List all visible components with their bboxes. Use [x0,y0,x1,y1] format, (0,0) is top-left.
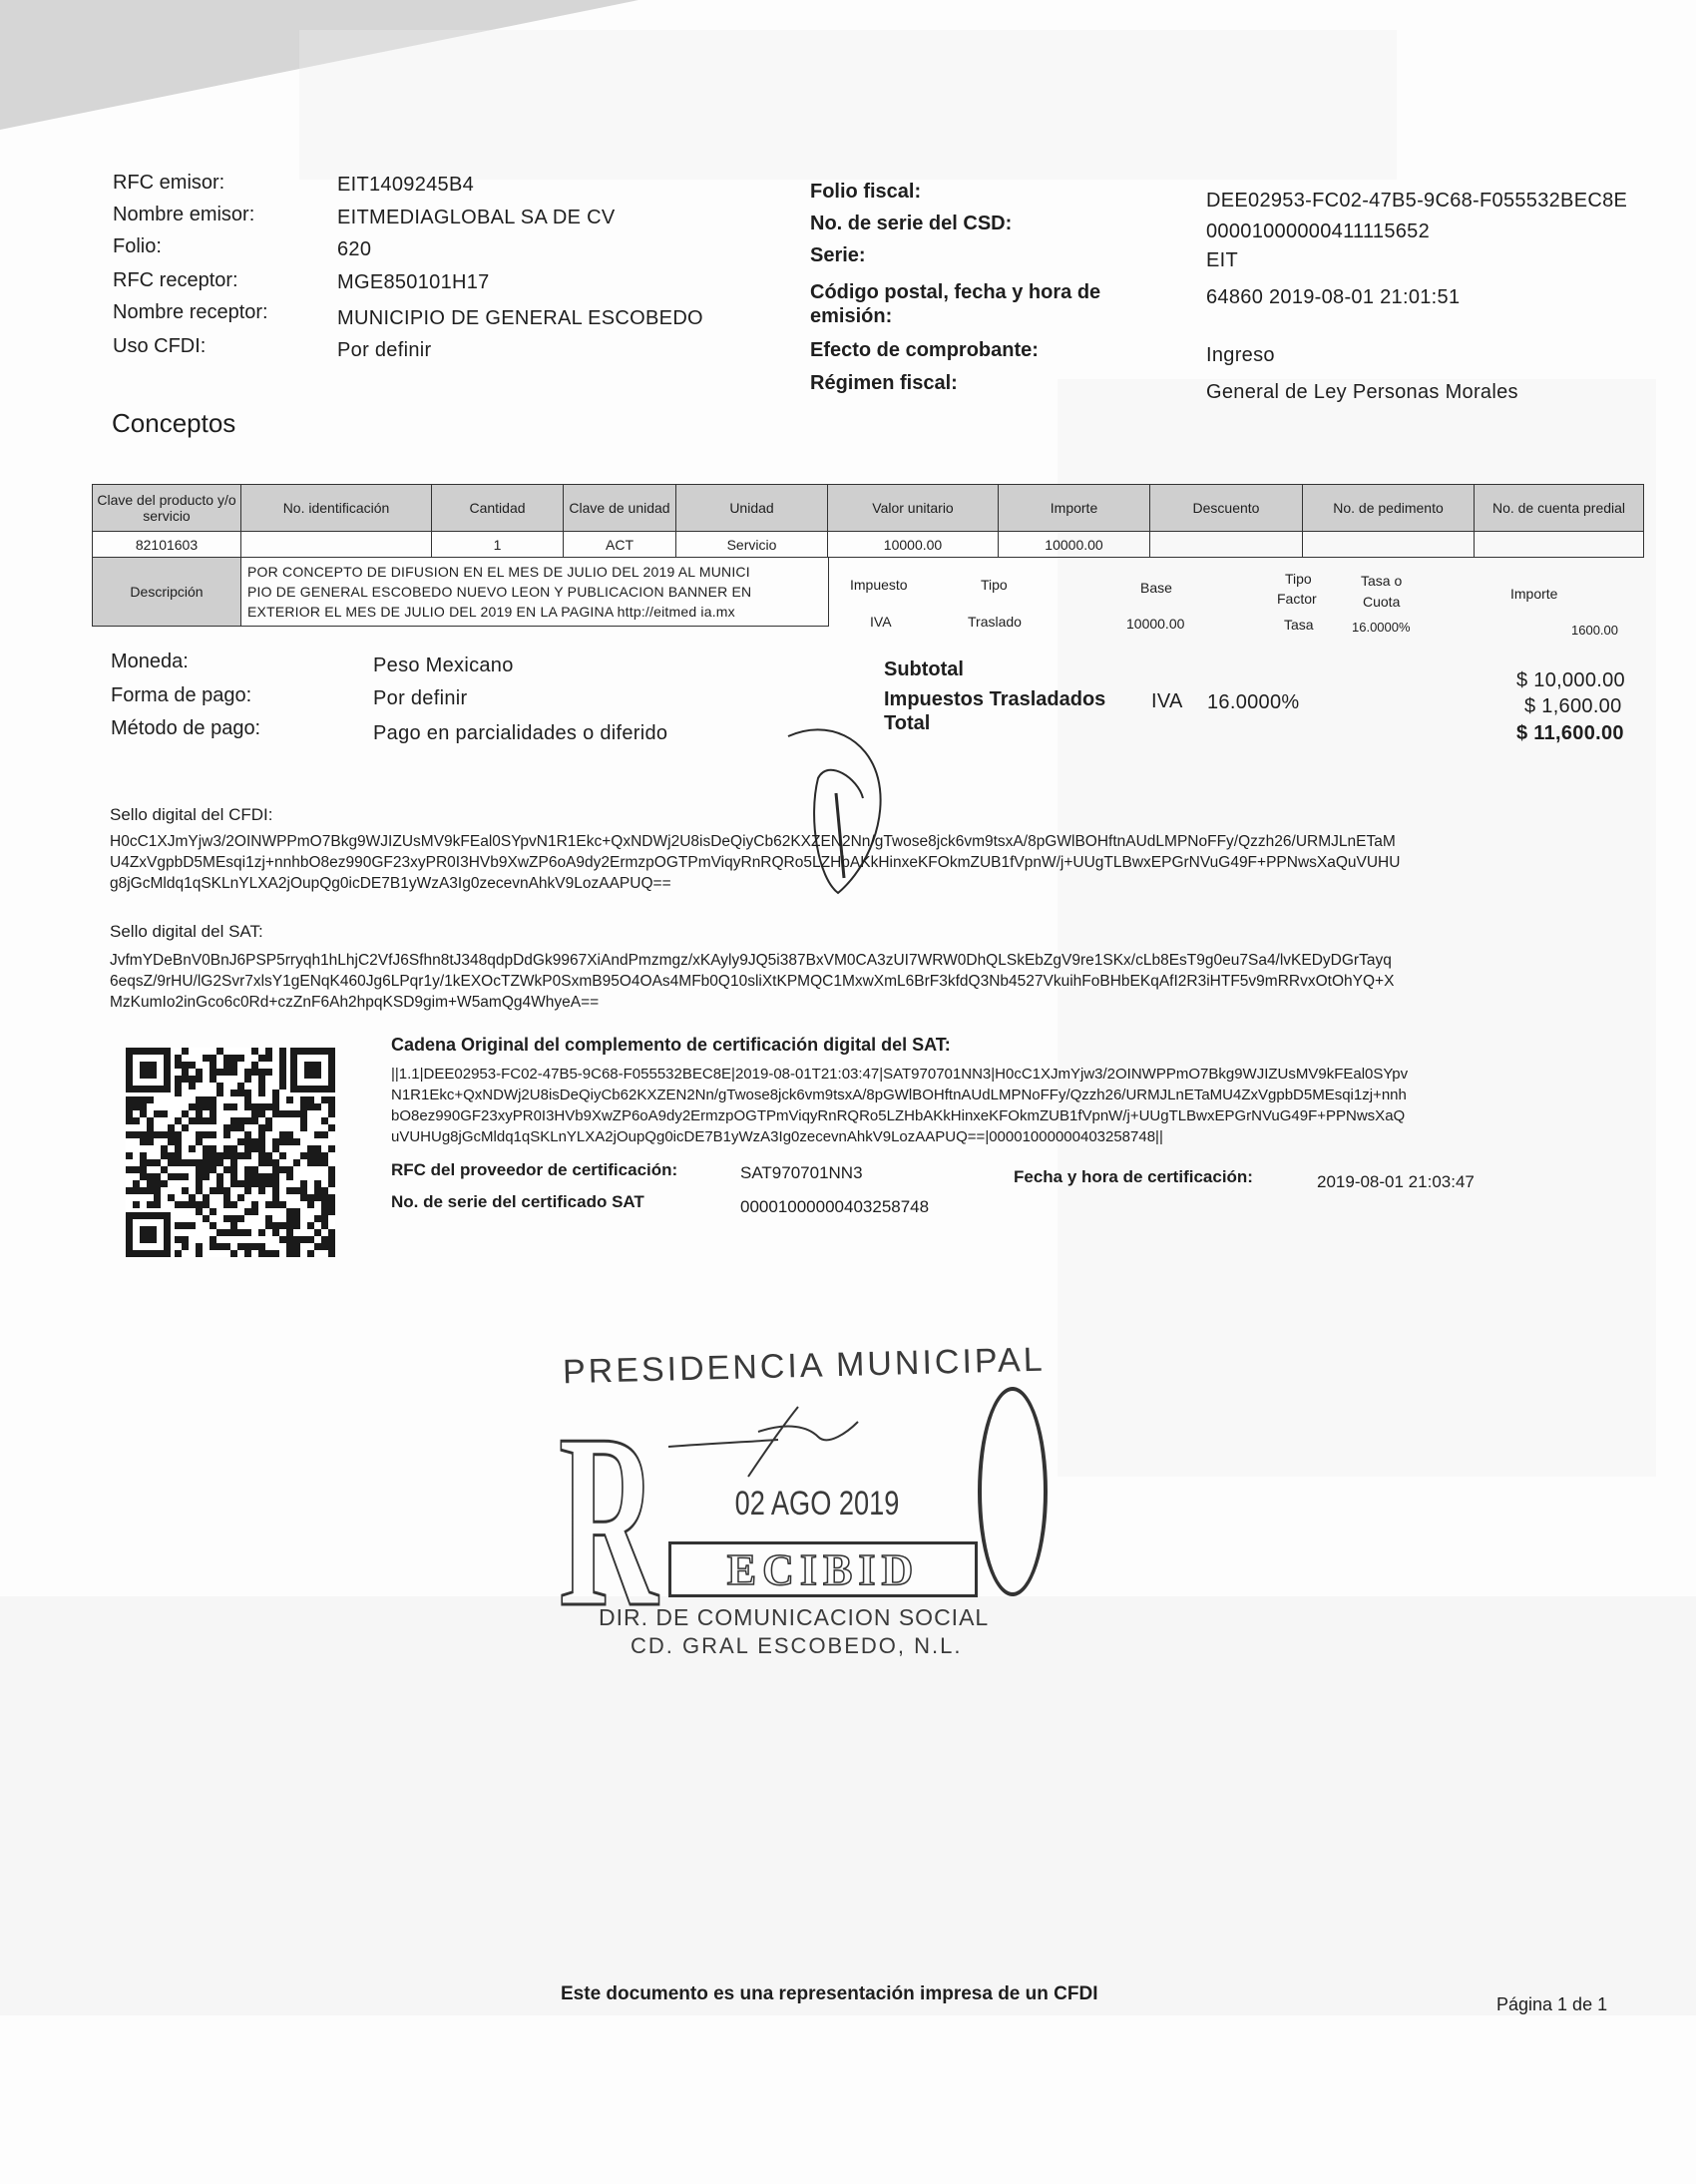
nombre-emisor-label: Nombre emisor: [113,204,255,225]
metodo-pago-label: Método de pago: [111,717,261,739]
stamp-header: PRESIDENCIA MUNICIPAL [562,1340,1047,1392]
col-header: Clave de unidad [563,484,676,532]
rfc-proveedor-value: SAT970701NN3 [740,1163,863,1182]
forma-pago-value: Por definir [373,687,468,709]
cell-clave-unidad: ACT [563,531,676,558]
tax-header-base: Base [1140,580,1172,596]
scan-artifact [299,30,1397,180]
cell-importe: 10000.00 [998,531,1150,558]
folio-label: Folio: [113,235,162,257]
col-header: Cantidad [431,484,564,532]
cadena-line: uVUHUg8jGcMldq1qSKLnYLXA2jOupQg0icDE7B1yWzA3Ig0zecevnAhkV9LozAAPUQ==|00001000000403258748|| [391,1128,1163,1145]
col-header: Descuento [1149,484,1303,532]
cadena-line: bO8ez990GF23xyPR0I3HVb9XwZP6oA9dy2ErmzpOGTPmViqyRnRQRo5LZHbAKkHinxeKFOkmZUB1fVpnW/j+UUgTLBwxEPGrNVuG49F+PPNwsXaQ [391,1107,1406,1124]
sello-line: MzKumIo2inGco6c0Rd+czZnF6Ah2hpqKSD9gim+W5amQg4WhyeA== [110,994,600,1011]
descripcion-text [240,557,829,627]
cp-fecha-label-2: emisión: [810,305,893,327]
nombre-emisor-value: EITMEDIAGLOBAL SA DE CV [337,207,616,228]
efecto-label: Efecto de comprobante: [810,339,1039,361]
footer-pagina: Página 1 de 1 [1496,1994,1608,2014]
tax-tasa: 16.0000% [1352,620,1411,635]
cell-no-identificacion [240,531,432,558]
col-header: No. de cuenta predial [1474,484,1644,532]
rfc-emisor-value: EIT1409245B4 [337,174,475,196]
cadena-line: N1R1Ekc+QxNDWj2U8isDeQiyCb62KXZEN2Nn/gTwose8jck6vm9tsxA/8pGWlBOHftnAUdLMPNoFFy/Qzzh26/URMJLnETaMU4ZxVgpbD5MEsqi1zj+nnh [391,1087,1407,1103]
rfc-receptor-value: MGE850101H17 [337,271,490,293]
serie-cert-value: 00001000000403258748 [740,1197,930,1216]
col-header: Valor unitario [827,484,999,532]
tax-header-tipo: Tipo [981,577,1008,593]
stamp-date: 02 AGO 2019 [734,1485,900,1523]
iva-label: IVA [1151,690,1183,712]
total-label: Total [884,712,931,734]
nombre-receptor-label: Nombre receptor: [113,301,268,323]
stamp-big-o [978,1387,1048,1596]
subtotal-value: $ 10,000.00 [1516,669,1625,691]
tax-importe: 1600.00 [1571,623,1618,638]
col-header: Importe [998,484,1150,532]
sello-line: U4ZxVgpbD5MEsqi1zj+nnhbO8ez990GF23xyPR0I3HVb9XwZP6oA9dy2ErmzpOGTPmViqyRnRQRo5LZHbAKkHinxeKFOkmZUB1fVpnW/j+UUgTLBwxEPGrNVuG49F+PPNwsXaQuVUHU [110,854,1401,871]
col-header: Clave del producto y/o servicio [92,484,241,532]
sello-cfdi-label: Sello digital del CFDI: [110,805,273,824]
regimen-value: General de Ley Personas Morales [1206,381,1518,403]
tax-tipo-factor: Tasa [1284,617,1314,633]
stamp-big-word: ECIBID [668,1541,978,1597]
descripcion-line: PIO DE GENERAL ESCOBEDO NUEVO LEON Y PUBLICACION BANNER EN [247,584,752,600]
nombre-receptor-value: MUNICIPIO DE GENERAL ESCOBEDO [337,307,703,329]
cadena-label: Cadena Original del complemento de certificación digital del SAT: [391,1035,951,1055]
uso-cfdi-label: Uso CFDI: [113,335,207,357]
sello-sat-text [110,950,1646,1013]
tax-header-impuesto: Impuesto [850,577,908,593]
moneda-value: Peso Mexicano [373,655,514,676]
moneda-label: Moneda: [111,651,189,672]
tax-base: 10000.00 [1126,616,1185,632]
cell-valor-unitario: 10000.00 [827,531,999,558]
folio-fiscal-value: DEE02953-FC02-47B5-9C68-F055532BEC8E [1206,190,1628,212]
rfc-emisor-label: RFC emisor: [113,172,225,194]
cell-pedimento [1302,531,1475,558]
col-header: No. de pedimento [1302,484,1475,532]
total-value: $ 11,600.00 [1516,722,1624,744]
conceptos-title: Conceptos [112,408,236,438]
tax-header-tipo-factor: Factor [1277,591,1317,607]
cadena-line: ||1.1|DEE02953-FC02-47B5-9C68-F055532BEC8E|2019-08-01T21:03:47|SAT970701NN3|H0cC1XJmYjw3/2OINWPPmO7Bkg9WJIZUsMV9kFEal0SYpv [391,1066,1409,1083]
col-header: Unidad [675,484,828,532]
serie-label: Serie: [810,244,866,266]
cadena-text [391,1064,1648,1147]
stamp-line1: DIR. DE COMUNICACION SOCIAL [599,1604,990,1630]
cell-descuento [1149,531,1303,558]
recibido-stamp [559,1337,1058,1676]
stamp-signature [658,1392,868,1482]
sello-line: g8jGcMldq1qSKLnYLXA2jOupQg0icDE7B1yWzA3Ig0zecevnAhkV9LozAAPUQ== [110,875,671,892]
folio-value: 620 [337,238,372,260]
tax-impuesto: IVA [870,614,892,630]
cp-fecha-label-1: Código postal, fecha y hora de [810,281,1101,303]
sello-line: H0cC1XJmYjw3/2OINWPPmO7Bkg9WJIZUsMV9kFEal0SYpvN1R1Ekc+QxNDWj2U8isDeQiyCb62KXZEN2Nn/gTwose8jck6vm9tsxA/8pGWlBOHftnAUdLMPNoFFy/Qzzh26/URMJLnETaM [110,833,1396,850]
sello-sat-label: Sello digital del SAT: [110,922,263,941]
descripcion-label: Descripción [92,557,241,627]
descripcion-line: POR CONCEPTO DE DIFUSION EN EL MES DE JULIO DEL 2019 AL MUNICI [247,564,750,580]
col-header: No. identificación [240,484,432,532]
cell-unidad: Servicio [675,531,828,558]
efecto-value: Ingreso [1206,344,1275,366]
fecha-cert-label: Fecha y hora de certificación: [1014,1167,1253,1186]
footer-leyenda: Este documento es una representación impresa de un CFDI [561,1983,1098,2004]
metodo-pago-value: Pago en parcialidades o diferido [373,722,668,744]
cell-cantidad: 1 [431,531,564,558]
sello-line: 6eqsZ/9rHU/lG2Svr7xlsY1gENqK460Jg6LPqr1y/1kEXOcTZWkP0SxmB95O4OAs4MFb0Q10sliXtKPMQC1MxwXmL6BrF3kfdQ3Nb4527VkuihFoBHbEKqAfI2R3iHTF5v9mRRvxOtOhYQ+X [110,973,1395,990]
subtotal-label: Subtotal [884,658,964,680]
tax-header-tipo-factor: Tipo [1285,571,1312,587]
sello-line: JvfmYDeBnV0BnJ6PSP5rryqh1hLhjC2VfJ6Sfhn8tJ348qdpDdGk9967XiAndPmzmgz/xKAyly9JQ5i387BxVM0CA3zUI7WRW0DhQLSkEbZgV9re1SKx/cLb8EsT9g0eu7Sa4/lvKEDyDGrTayq [110,952,1392,969]
tax-header-tasa: Cuota [1363,594,1401,610]
cell-clave-producto: 82101603 [92,531,241,558]
descripcion-line: EXTERIOR EL MES DE JULIO DEL 2019 EN LA PAGINA http://eitmed ia.mx [247,604,735,620]
serie-csd-label: No. de serie del CSD: [810,213,1013,234]
serie-csd-value: 00001000000411115652 [1206,220,1431,242]
fecha-cert-value: 2019-08-01 21:03:47 [1317,1172,1475,1191]
rfc-receptor-label: RFC receptor: [113,269,238,291]
stamp-big-letter: R [559,1383,658,1659]
impuestos-value: $ 1,600.00 [1524,695,1622,717]
forma-pago-label: Forma de pago: [111,684,252,706]
cell-cuenta-predial [1474,531,1644,558]
iva-rate: 16.0000% [1207,691,1300,713]
folio-fiscal-label: Folio fiscal: [810,181,922,203]
tax-header-importe: Importe [1510,586,1558,602]
impuestos-label: Impuestos Trasladados [884,688,1106,710]
sello-cfdi-text [110,831,1646,894]
serie-cert-label: No. de serie del certificado SAT [391,1192,644,1211]
qr-code [126,1048,335,1257]
cp-fecha-value: 64860 2019-08-01 21:01:51 [1206,286,1461,308]
tax-tipo: Traslado [968,614,1022,630]
rfc-proveedor-label: RFC del proveedor de certificación: [391,1160,678,1179]
regimen-label: Régimen fiscal: [810,372,958,394]
serie-value: EIT [1206,249,1239,271]
tax-header-tasa: Tasa o [1361,573,1403,589]
uso-cfdi-value: Por definir [337,339,432,361]
stamp-line2: CD. GRAL ESCOBEDO, N.L. [631,1633,963,1658]
